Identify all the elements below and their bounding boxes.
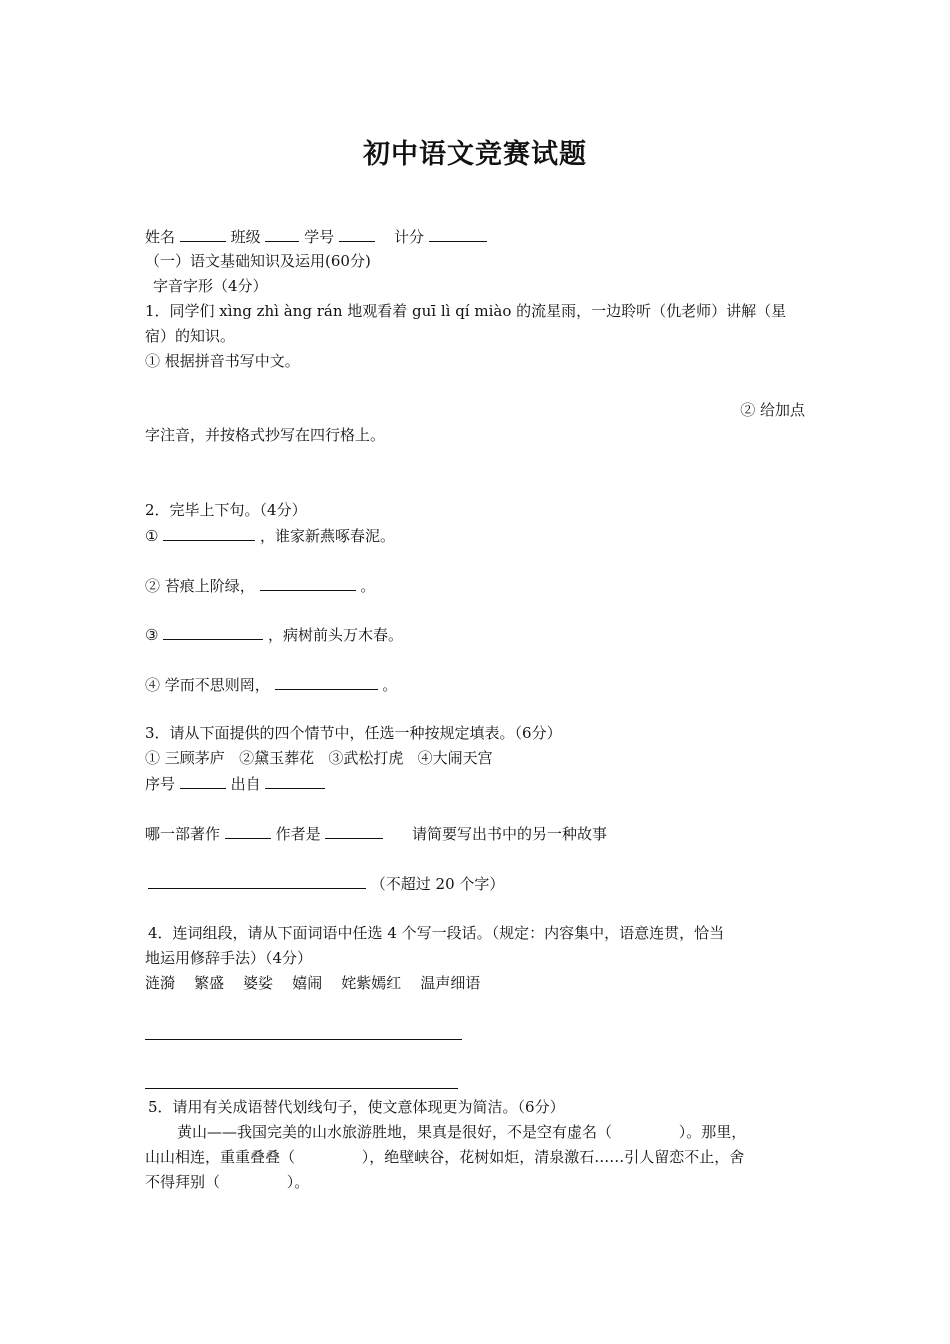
student-no-blank[interactable]: [339, 226, 375, 242]
q3-author-label: 作者是: [275, 825, 321, 843]
q1-text-line2: 宿）的知识。: [145, 327, 236, 345]
q5-heading: 5．请用有关成语替代划线句子，使文意体现更为简洁。（6分）: [148, 1098, 565, 1116]
q1-part2-start: ② 给加点: [740, 401, 805, 419]
q2-item1-blank[interactable]: [163, 525, 255, 541]
name-blank[interactable]: [180, 226, 226, 242]
q2-item4-end: 。: [382, 676, 398, 694]
q3-work-blank[interactable]: [225, 823, 271, 839]
q2-heading: 2．完毕上下句。（4分）: [145, 501, 307, 519]
score-blank[interactable]: [429, 226, 487, 242]
q3-serial-blank[interactable]: [180, 773, 226, 789]
q2-item3: [145, 624, 403, 645]
student-no-label: 学号: [304, 228, 335, 246]
score-label: 计分: [394, 228, 425, 246]
q2-item3-text: ，病树前头万木春。: [268, 626, 404, 644]
q2-item4-blank[interactable]: [275, 674, 378, 690]
section-subheading: 字音字形（4分）: [153, 277, 268, 295]
student-info-line: [145, 226, 487, 247]
section-heading: （一）语文基础知识及运用(60分): [145, 252, 371, 270]
q3-heading: 3．请从下面提供的四个情节中，任选一种按规定填表。（6分）: [145, 724, 562, 742]
q2-item2-blank[interactable]: [260, 575, 356, 591]
q4-answer-line-1[interactable]: [145, 1039, 462, 1040]
q3-story-line: [148, 873, 504, 894]
q2-item1: [145, 525, 395, 546]
q1-part2-end: 字注音，并按格式抄写在四行格上。: [145, 426, 386, 444]
q2-item2-text: ② 苔痕上阶绿，: [145, 577, 255, 595]
q3-story-prompt: 请简要写出书中的另一种故事: [411, 825, 607, 843]
q5-passage-line3: 不得拜别（ ）。: [145, 1173, 310, 1191]
q3-author-blank[interactable]: [325, 823, 383, 839]
q3-serial-label: 序号: [145, 775, 176, 793]
q4-answer-line-2[interactable]: [145, 1088, 458, 1089]
q2-item1-num: ①: [145, 527, 159, 545]
q4-word-list: 涟漪 繁盛 婆娑 嬉闹 姹紫嫣红 温声细语: [145, 974, 481, 992]
q4-text-line2: 地运用修辞手法）（4分）: [145, 949, 313, 967]
q2-item3-blank[interactable]: [163, 624, 263, 640]
q2-item1-text: ，谁家新燕啄春泥。: [260, 527, 396, 545]
name-label: 姓名: [145, 228, 176, 246]
q2-item4: [145, 674, 397, 695]
q2-item2: [145, 575, 375, 596]
q2-item2-end: 。: [360, 577, 376, 595]
class-blank[interactable]: [265, 226, 299, 242]
q3-options: ① 三顾茅庐 ②黛玉葬花 ③武松打虎 ④大闹天宫: [145, 749, 493, 767]
q3-serial-line: [145, 773, 325, 794]
class-label: 班级: [230, 228, 261, 246]
page-title: 初中语文竞赛试题: [363, 139, 587, 170]
q1-text-line1: 1．同学们 xìng zhì àng rán 地观看着 guī lì qí miào 的流星雨，一边聆听（仇老师）讲解（星: [145, 302, 787, 320]
q1-part1: ① 根据拼音书写中文。: [145, 352, 300, 370]
q3-work-line: [145, 823, 607, 844]
q5-passage-line1: 黄山——我国完美的山水旅游胜地，果真是很好，不是空有虚名（ ）。那里，: [177, 1123, 747, 1141]
q2-item4-text: ④ 学而不思则罔，: [145, 676, 270, 694]
q3-from-blank[interactable]: [265, 773, 325, 789]
q3-story-blank[interactable]: [148, 873, 366, 889]
q3-limit: （不超过 20 个字）: [370, 875, 505, 893]
q3-from-label: 出自: [230, 775, 261, 793]
q3-work-label: 哪一部著作: [145, 825, 221, 843]
q4-text-line1: 4．连词组段，请从下面词语中任选 4 个写一段话。（规定：内容集中，语意连贯，恰当: [148, 924, 725, 942]
q2-item3-num: ③: [145, 626, 159, 644]
q5-passage-line2: 山山相连，重重叠叠（ ），绝壁峡谷，花树如炬，清泉激石……引人留恋不止，舍: [145, 1148, 745, 1166]
